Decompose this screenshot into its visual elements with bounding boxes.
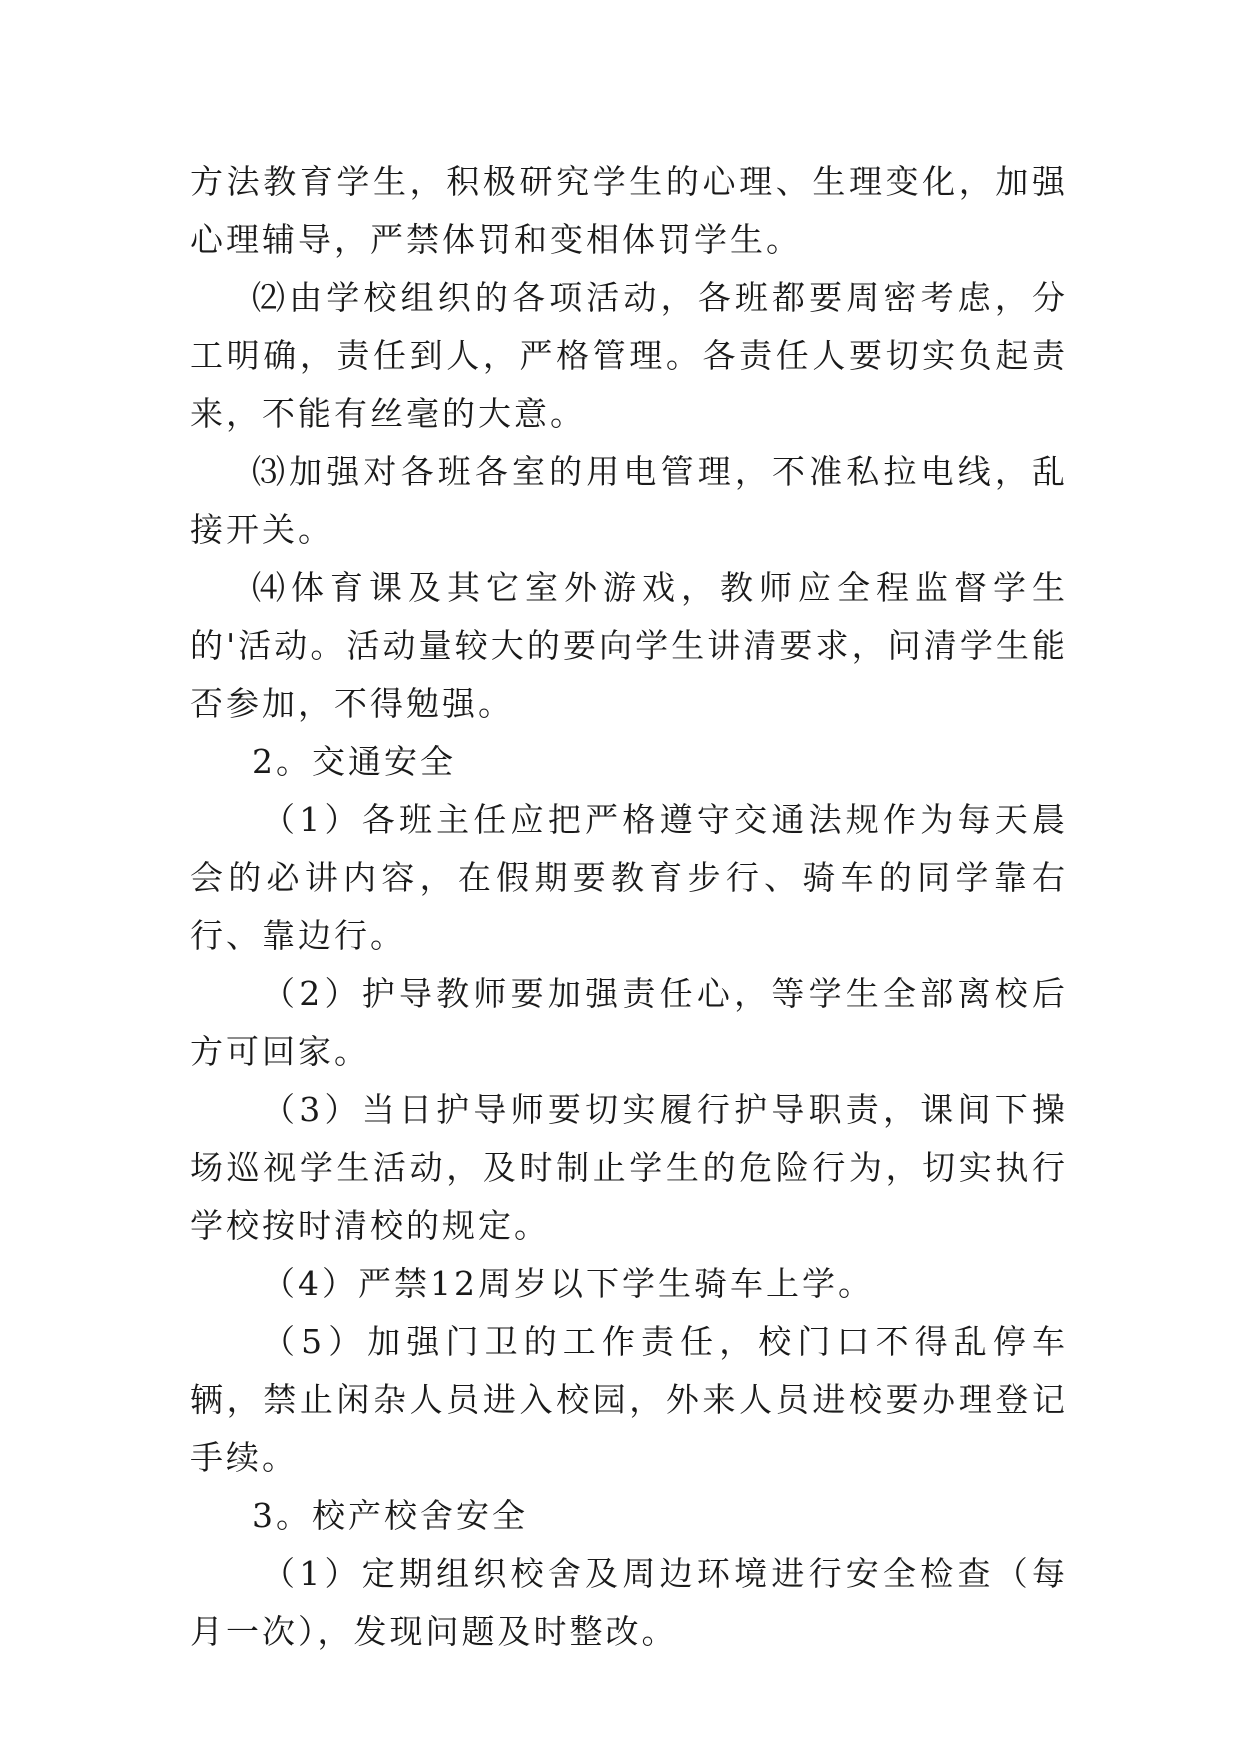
section-heading-property-safety: 3。校产校舍安全 <box>252 1496 528 1535</box>
paragraph-activities: ⑵由学校组织的各项活动，各班都要周密考虑，分工明确，责任到人，严格管理。各责任人要切实负起责来，不能有丝毫的大意。 <box>190 278 1068 433</box>
section-heading-traffic-safety: 2。交通安全 <box>252 742 456 781</box>
document-body <box>190 153 1068 1661</box>
paragraph-daily-duty: （3）当日护导师要切实履行护导职责，课间下操场巡视学生活动，及时制止学生的危险行为，切实执行学校按时清校的规定。 <box>190 1090 1068 1245</box>
paragraph-traffic-rules: （1）各班主任应把严格遵守交通法规作为每天晨会的必讲内容，在假期要教育步行、骑车的同学靠右行、靠边行。 <box>190 800 1068 955</box>
paragraph-inspection: （1）定期组织校舍及周边环境进行安全检查（每月一次），发现问题及时整改。 <box>190 1554 1068 1651</box>
paragraph-pe-class: ⑷体育课及其它室外游戏，教师应全程监督学生的'活动。活动量较大的要向学生讲清要求，问清学生能否参加，不得勉强。 <box>190 568 1068 723</box>
paragraph-cycling-age: （4）严禁12周岁以下学生骑车上学。 <box>262 1264 874 1303</box>
paragraph-gate-guard: （5）加强门卫的工作责任，校门口不得乱停车辆，禁止闲杂人员进入校园，外来人员进校要办理登记手续。 <box>190 1322 1068 1477</box>
paragraph-electricity: ⑶加强对各班各室的用电管理，不准私拉电线，乱接开关。 <box>190 452 1068 549</box>
paragraph-escort-teacher: （2）护导教师要加强责任心，等学生全部离校后方可回家。 <box>190 974 1068 1071</box>
paragraph-discipline-continued: 方法教育学生，积极研究学生的心理、生理变化，加强心理辅导，严禁体罚和变相体罚学生。 <box>190 162 1068 259</box>
